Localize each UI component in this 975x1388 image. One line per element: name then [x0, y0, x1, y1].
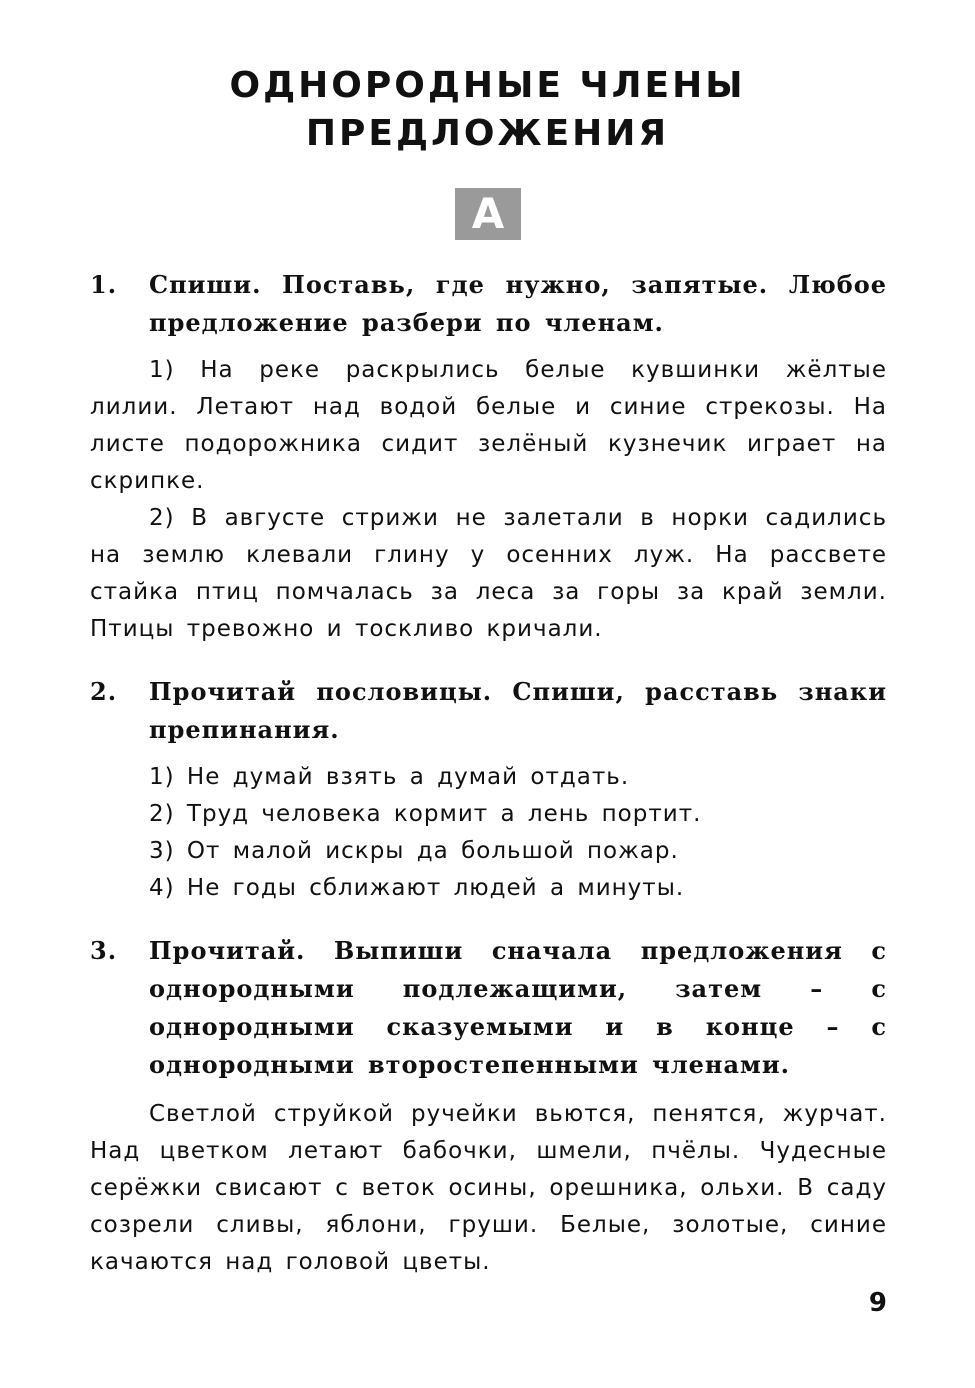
- task-1-number: 1.: [90, 270, 118, 299]
- list-item: 1) Не думай взять а думай отдать.: [149, 764, 630, 790]
- list-item: 3) От малой искры да большой пожар.: [149, 838, 679, 864]
- task-2-number: 2.: [90, 677, 118, 706]
- page-number: 9: [868, 1288, 887, 1318]
- task-2-instruction: Прочитай пословицы. Спиши, расставь знаки препинания.: [149, 677, 887, 744]
- page-title-line-2: ПРЕДЛОЖЕНИЯ: [305, 113, 670, 154]
- task-1: [90, 266, 887, 648]
- task-3-header: [90, 932, 887, 1084]
- task-3: [90, 932, 887, 1281]
- task-1-paragraph-1: 1) На реке раскрылись белые кувшинки жёлтые лилии. Летают над водой белые и синие стрекозы. На листе подорожника сидит зелёный кузнечик играет на скрипке.: [90, 357, 887, 494]
- task-3-body: [90, 1096, 887, 1281]
- task-1-instruction: Спиши. Поставь, где нужно, запятые. Любое предложение разбери по членам.: [149, 270, 887, 337]
- section-badge: А: [455, 188, 521, 240]
- list-item: 2) Труд человека кормит а лень портит.: [149, 801, 702, 827]
- task-3-instruction: Прочитай. Выпиши сначала предложения с однородными подлежащими, затем – с однородными сказуемыми и в конце – с однородными второстепенными членами.: [149, 936, 887, 1079]
- task-2-proverb-list: [90, 759, 887, 907]
- task-2: [90, 673, 887, 907]
- page-title: [0, 62, 975, 158]
- list-item: 4) Не годы сближают людей а минуты.: [149, 875, 685, 901]
- task-1-body: [90, 352, 887, 648]
- task-1-header: [90, 266, 887, 342]
- task-3-paragraph-1: Светлой струйкой ручейки вьются, пенятся, журчат. Над цветком летают бабочки, шмели, пчёлы. Чудесные серёжки свисают с веток осины, орешника, ольхи. В саду созрели сливы, яблони, груши. Белые, золотые, синие качаются над головой цветы.: [90, 1101, 887, 1275]
- task-1-paragraph-2: 2) В августе стрижи не залетали в норки садились на землю клевали глину у осенних луж. На рассвете стайка птиц помчалась за леса за горы за край земли. Птицы тревожно и тоскливо кричали.: [90, 505, 887, 642]
- task-2-header: [90, 673, 887, 749]
- page-title-line-1: ОДНОРОДНЫЕ ЧЛЕНЫ: [229, 65, 746, 106]
- task-3-number: 3.: [90, 936, 118, 965]
